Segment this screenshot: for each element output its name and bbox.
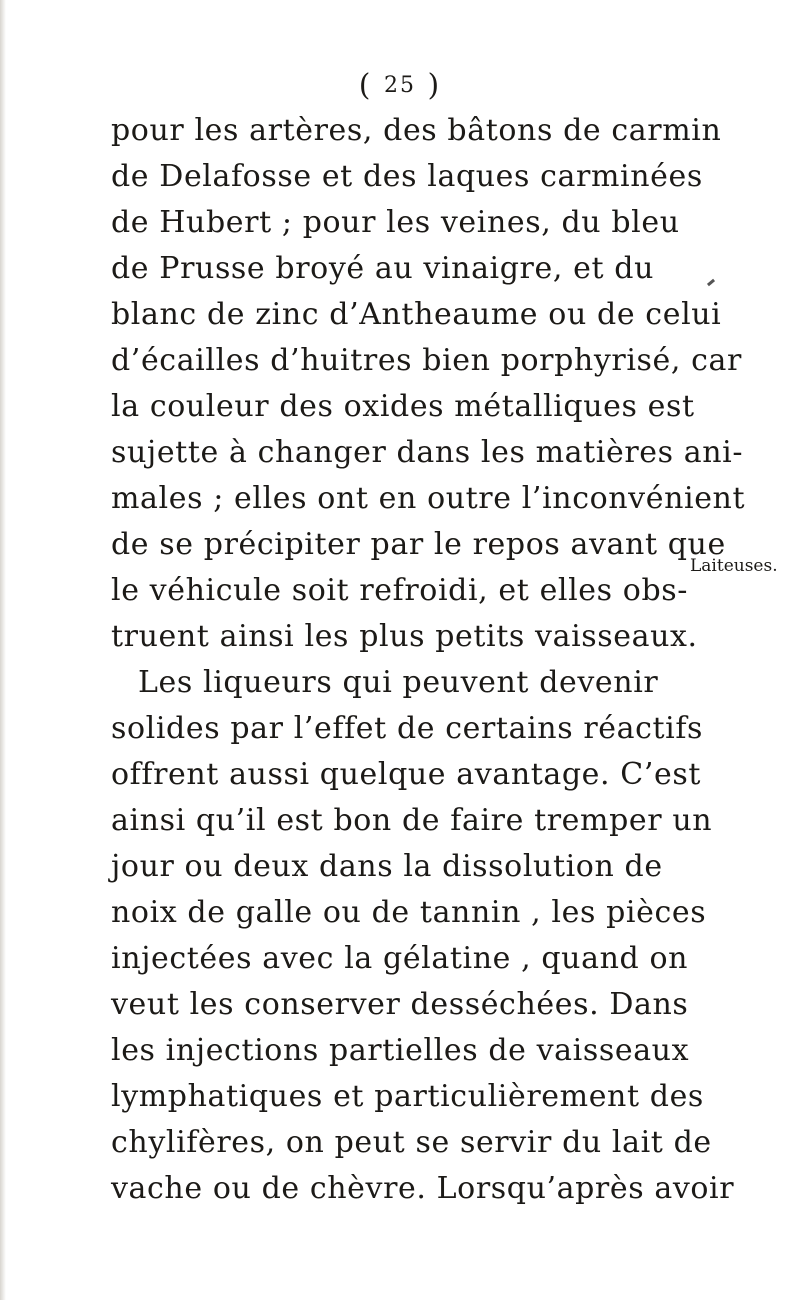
text-line: de Delafosse et des laques carminées: [111, 159, 703, 194]
text-line: vache ou de chèvre. Lorsqu’après avoir: [111, 1171, 735, 1206]
text-line: truent ainsi les plus petits vaisseaux.: [111, 619, 698, 654]
text-line: pour les artères, des bâtons de carmin: [111, 113, 722, 148]
text-line: la couleur des oxides métalliques est: [111, 389, 695, 424]
margin-note: Laiteuses.: [690, 556, 778, 576]
page-number: 25: [384, 73, 416, 98]
text-line: injectées avec la gélatine , quand on: [111, 941, 689, 976]
text-line: sujette à changer dans les matières ani-: [111, 435, 744, 470]
text-line: veut les conserver desséchées. Dans: [111, 987, 689, 1022]
text-line: offrent aussi quelque avantage. C’est: [111, 757, 702, 792]
text-line: de Prusse broyé au vinaigre, et du: [111, 251, 654, 286]
page-edge-shadow: [0, 0, 6, 1300]
text-line: males ; elles ont en outre l’inconvénient: [111, 481, 746, 516]
text-line: d’écailles d’huitres bien porphyrisé, car: [111, 343, 742, 378]
ink-mark: [707, 279, 715, 286]
text-line: de Hubert ; pour les veines, du bleu: [111, 205, 680, 240]
text-line: de se précipiter par le repos avant que: [111, 527, 726, 562]
paragraph-start-line: Les liqueurs qui peuvent devenir: [138, 665, 659, 700]
text-line: le véhicule soit refroidi, et elles obs-: [111, 573, 688, 608]
page-header: [0, 68, 800, 103]
text-line: blanc de zinc d’Antheaume ou de celui: [111, 297, 722, 332]
text-line: noix de galle ou de tannin , les pièces: [111, 895, 707, 930]
text-line: ainsi qu’il est bon de faire tremper un: [111, 803, 713, 838]
text-line: lymphatiques et particulièrement des: [111, 1079, 704, 1114]
header-close-paren: ): [427, 68, 442, 103]
text-line: chylifères, on peut se servir du lait de: [111, 1125, 712, 1160]
text-line: solides par l’effet de certains réactifs: [111, 711, 704, 746]
header-open-paren: (: [358, 68, 373, 103]
text-line: les injections partielles de vaisseaux: [111, 1033, 690, 1068]
text-line: jour ou deux dans la dissolution de: [111, 849, 663, 884]
